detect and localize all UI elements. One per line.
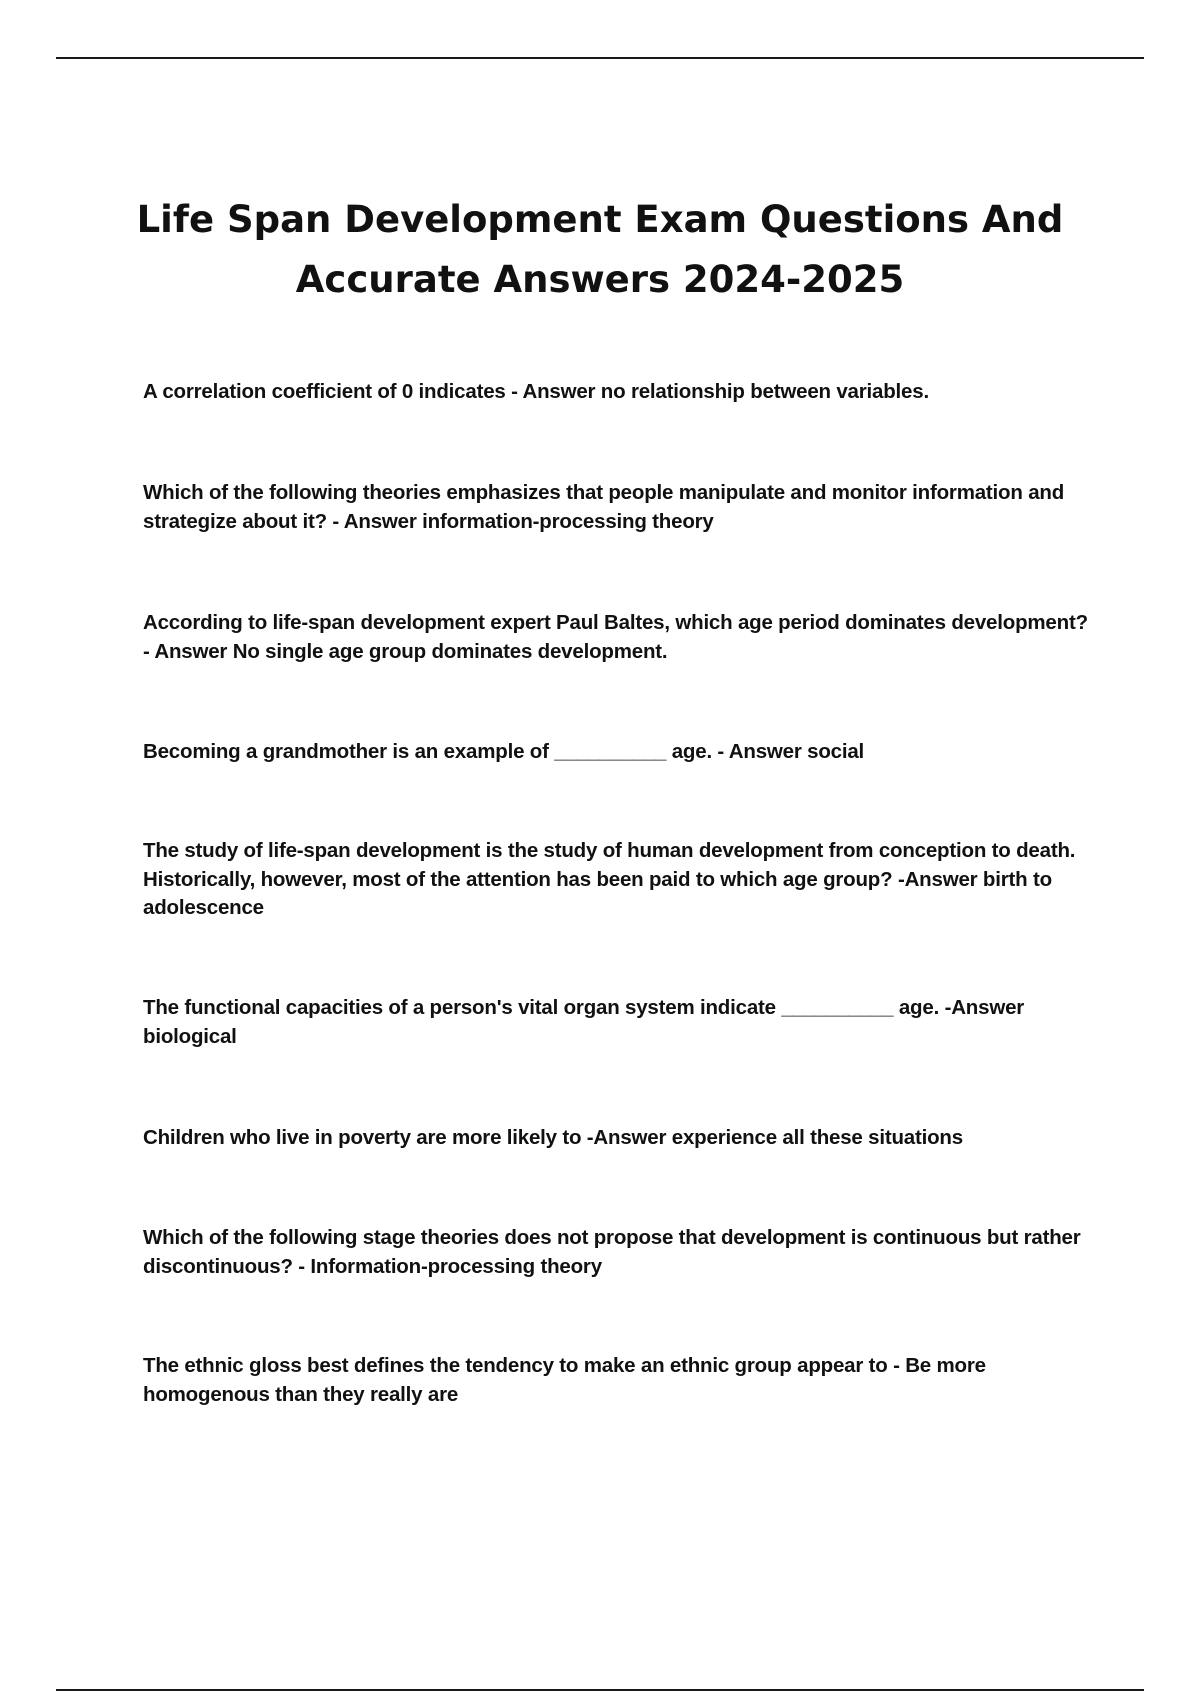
qa-item: The study of life-span development is the study of human development from conception to death. Historically, however, most of the attention has been paid to which age group? -Answer birth to adolescence	[143, 839, 1076, 919]
qa-item: Children who live in poverty are more likely to -Answer experience all these situations	[143, 1126, 963, 1149]
qa-item: A correlation coefficient of 0 indicates - Answer no relationship between variables.	[143, 380, 929, 403]
title-line-1: Life Span Development Exam Questions And	[136, 198, 1064, 241]
qa-item: The functional capacities of a person's vital organ system indicate __________ age. -Answer biological	[143, 996, 1025, 1048]
bottom-divider	[56, 1689, 1144, 1691]
title-line-2: Accurate Answers 2024-2025	[295, 258, 905, 301]
qa-item: Which of the following theories emphasizes that people manipulate and monitor information and strategize about it? - Answer information-processing theory	[143, 481, 1065, 533]
qa-item: According to life-span development expert Paul Baltes, which age period dominates development? - Answer No single age group dominates development.	[143, 611, 1088, 663]
qa-item: The ethnic gloss best defines the tendency to make an ethnic group appear to - Be more homogenous than they really are	[143, 1354, 986, 1406]
qa-item: Becoming a grandmother is an example of __________ age. - Answer social	[143, 740, 865, 763]
qa-item: Which of the following stage theories does not propose that development is continuous but rather discontinuous? - Information-processing theory	[143, 1226, 1081, 1278]
page-title	[100, 190, 1100, 310]
top-divider	[56, 57, 1144, 59]
